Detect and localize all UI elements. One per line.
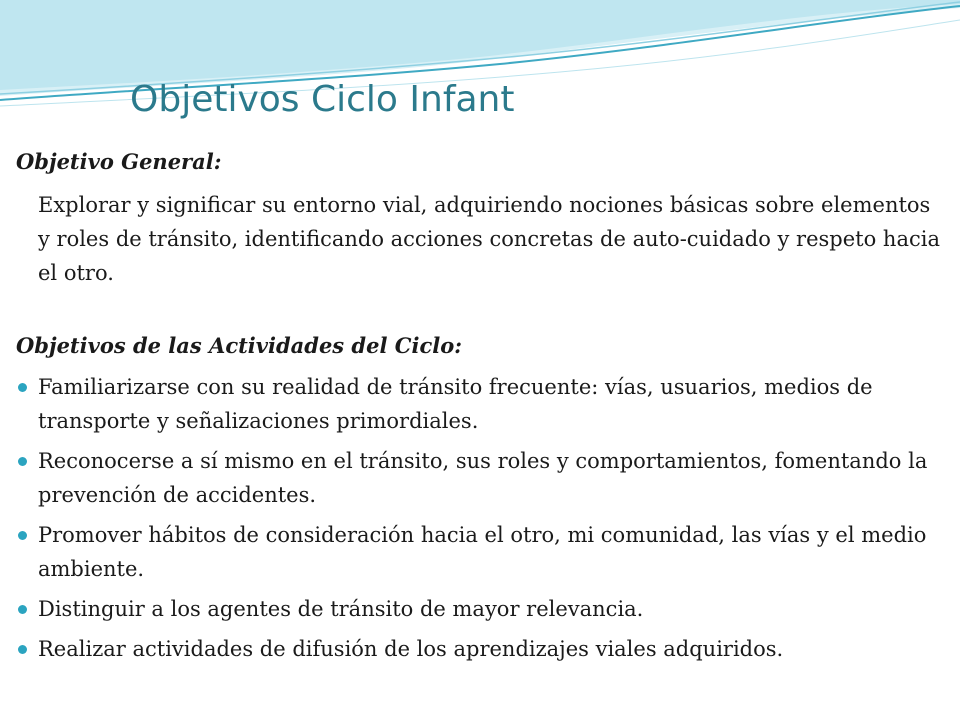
general-objective-heading: Objetivo General: [16,149,222,174]
list-item [16,370,946,438]
list-item [16,592,946,626]
objectives-list [16,370,946,666]
slide-body [16,146,946,672]
list-item-text: Distinguir a los agentes de tránsito de mayor relevancia. [38,597,644,621]
list-item [16,444,946,512]
list-item-text: Familiarizarse con su realidad de tránsito frecuente: vías, usuarios, medios de transporte y señalizaciones primordiales. [38,375,873,433]
bullet-dot-icon [18,645,27,654]
slide-title: Objetivos Ciclo Infant [130,79,515,120]
general-objective-text: Explorar y significar su entorno vial, adquiriendo nociones básicas sobre elementos y roles de tránsito, identificando acciones concretas de auto-cuidado y respeto hacia el otro. [38,193,940,285]
list-item [16,632,946,666]
bullet-dot-icon [18,383,27,392]
bullet-dot-icon [18,531,27,540]
bullet-dot-icon [18,605,27,614]
list-item-text: Promover hábitos de consideración hacia el otro, mi comunidad, las vías y el medio ambiente. [38,523,927,581]
bullet-dot-icon [18,457,27,466]
list-item [16,518,946,586]
list-item-text: Reconocerse a sí mismo en el tránsito, sus roles y comportamientos, fomentando la prevención de accidentes. [38,449,928,507]
activities-objectives-heading: Objetivos de las Actividades del Ciclo: [16,333,462,358]
list-item-text: Realizar actividades de difusión de los aprendizajes viales adquiridos. [38,637,784,661]
